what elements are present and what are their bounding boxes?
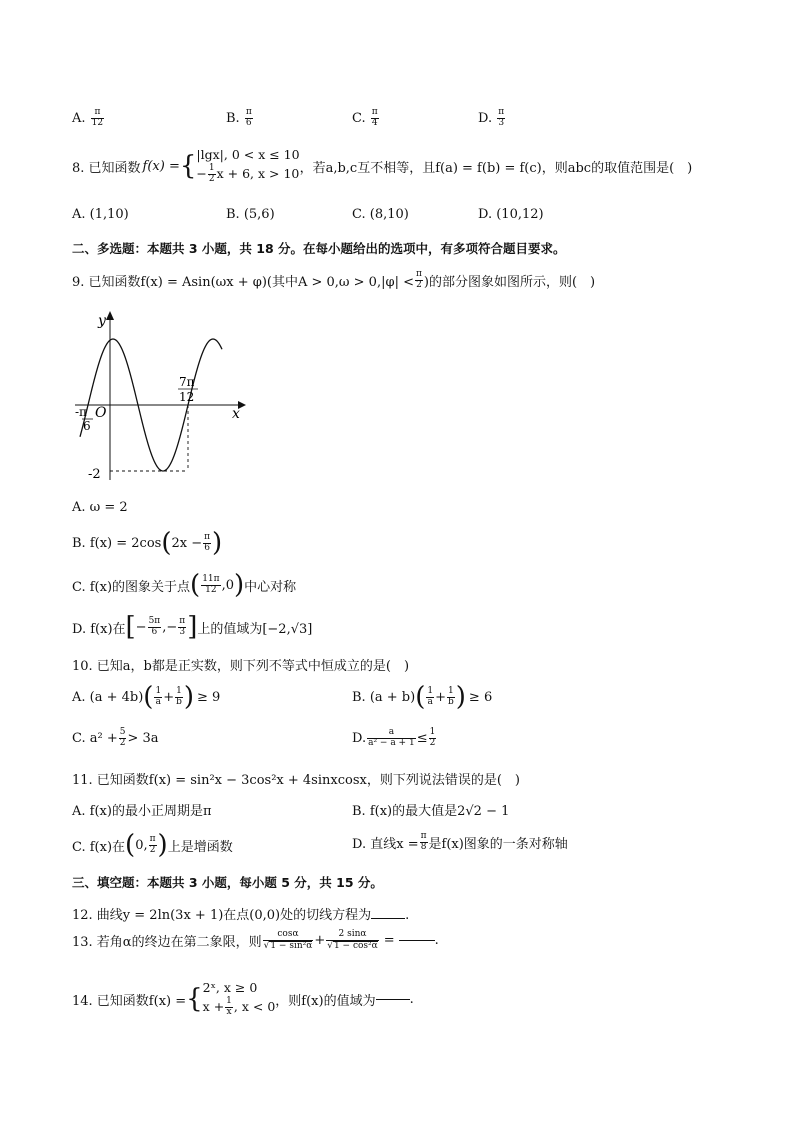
left-zero-denominator: 6 bbox=[83, 419, 91, 433]
right-zero-denominator: 12 bbox=[179, 390, 195, 404]
question-14: 14. 已知函数f(x) = { 2ˣ, x ≥ 0 x + $\frac{1}{x}$ , x < 0 ，则f(x)的值域为 . bbox=[72, 980, 414, 1017]
y-axis-label: y bbox=[98, 313, 106, 329]
left-brace: { bbox=[186, 984, 203, 1014]
q7-option-b: B. $\frac{\pi}{6}$ bbox=[226, 107, 252, 128]
q9-option-d: D. f(x)在 [ − $\frac{5\pi}{6}$ ,− $\frac{\pi}{3}$ ] 上的值域为[−2,√3] bbox=[72, 612, 313, 642]
q7-option-d: D. $\frac{\pi}{3}$ bbox=[478, 107, 505, 128]
q10-option-d: D. $\frac{a}{\text{a² − a + 1}}$ ≤ $\frac{1}{2}$ bbox=[352, 727, 436, 748]
q8-option-a: A. (1,10) bbox=[72, 207, 129, 222]
section-heading-multiple-choice: 二、多选题：本题共 3 小题，共 18 分。在每小题给出的选项中，有多项符合题目要求。 bbox=[72, 241, 566, 256]
answer-blank[interactable] bbox=[399, 940, 435, 941]
fraction: $\frac{\cos\alpha}{\text{√1 − sin²α}}$ bbox=[263, 929, 313, 951]
question-8-stem: 8. 已知函数 f(x) = { |lgx|, 0 < x ≤ 10 − $\frac{1}{2}$ x + 6, x > 10 ，若a,b,c互不相等，且f(a) = f(b) = f(c)，则abc的取值范围是( ) bbox=[72, 147, 693, 184]
fraction: $\frac{\pi}{6}$ bbox=[204, 531, 211, 553]
fraction: $\frac{\pi}{2}$ bbox=[149, 833, 156, 855]
fraction: $\frac{1}{a}$ bbox=[155, 685, 162, 707]
piecewise-cases: |lgx|, 0 < x ≤ 10 − $\frac{1}{2}$ x + 6, x > 10 bbox=[196, 147, 300, 184]
left-zero-numerator: -π bbox=[75, 405, 87, 419]
q11-option-a: A. f(x)的最小正周期是π bbox=[72, 804, 212, 819]
fraction: $\frac{\pi}{6}$ bbox=[245, 107, 252, 128]
fraction: $\frac{\pi}{8}$ bbox=[420, 831, 427, 852]
origin-label: O bbox=[95, 405, 107, 421]
q10-option-a: A. (a + 4b) ( $\frac{1}{a}$ + $\frac{1}{b}$ ) ≥ 9 bbox=[72, 682, 221, 712]
q8-option-c: C. (8,10) bbox=[352, 207, 409, 222]
q9-option-b: B. f(x) = 2cos ( 2x − $\frac{\pi}{6}$ ) bbox=[72, 528, 223, 558]
fraction: $\frac{5}{2}$ bbox=[119, 727, 126, 748]
min-value-label: -2 bbox=[88, 467, 101, 482]
fraction: $\frac{11\pi}{12}$ bbox=[202, 573, 220, 595]
sine-graph-figure bbox=[70, 308, 250, 488]
q10-option-b: B. (a + b) ( $\frac{1}{a}$ + $\frac{1}{b}$ ) ≥ 6 bbox=[352, 682, 493, 712]
fraction: $\frac{\pi}{4}$ bbox=[371, 107, 378, 128]
question-13: 13. 若角α的终边在第二象限，则 $\frac{\cos\alpha}{\text{√1 − sin²α}}$ + $\frac{2 \sin\alpha}{\text{√1 − cos²α}}$ = . bbox=[72, 929, 439, 951]
q8-option-d: D. (10,12) bbox=[478, 207, 544, 222]
q11-option-d: D. 直线x = $\frac{\pi}{8}$ 是f(x)图象的一条对称轴 bbox=[352, 831, 568, 852]
question-9-stem: 9. 已知函数f(x) = Asin(ωx + φ)(其中A > 0,ω > 0,|φ| < $\frac{\pi}{2}$ )的部分图象如图所示，则( ) bbox=[72, 269, 596, 290]
fraction: $\frac{\pi}{3}$ bbox=[498, 107, 505, 128]
y-axis-arrow-icon bbox=[106, 311, 114, 320]
answer-blank[interactable] bbox=[376, 999, 410, 1000]
question-12: 12. 曲线y = 2ln(3x + 1)在点(0,0)处的切线方程为 . bbox=[72, 908, 410, 923]
fraction: $\frac{1}{x}$ bbox=[226, 996, 232, 1017]
right-zero-numerator: 7π bbox=[179, 375, 195, 389]
fraction: $\frac{1}{2}$ bbox=[429, 727, 436, 748]
x-axis-label: x bbox=[232, 406, 240, 422]
fraction: $\frac{1}{b}$ bbox=[448, 685, 454, 707]
fraction: $\frac{\pi}{12}$ bbox=[91, 107, 104, 128]
q9-option-c: C. f(x)的图象关于点 ( $\frac{11\pi}{12}$ ,0 ) 中心对称 bbox=[72, 570, 297, 600]
q7-option-c: C. $\frac{\pi}{4}$ bbox=[352, 107, 378, 128]
section-heading-fill-in: 三、填空题：本题共 3 小题，每小题 5 分，共 15 分。 bbox=[72, 875, 383, 890]
q11-option-b: B. f(x)的最大值是2√2 − 1 bbox=[352, 804, 510, 819]
fraction: $\frac{5\pi}{6}$ bbox=[148, 615, 161, 637]
fraction: $\frac{\pi}{2}$ bbox=[415, 269, 422, 290]
fraction: $\frac{1}{b}$ bbox=[176, 685, 182, 707]
fraction: $\frac{1}{a}$ bbox=[427, 685, 434, 707]
q9-option-a: A. ω = 2 bbox=[72, 500, 128, 515]
fraction: $\frac{\pi}{3}$ bbox=[179, 615, 186, 637]
piecewise-cases: 2ˣ, x ≥ 0 x + $\frac{1}{x}$ , x < 0 bbox=[202, 980, 276, 1017]
q7-option-a: A. $\frac{\pi}{12}$ bbox=[72, 107, 104, 128]
q8-option-b: B. (5,6) bbox=[226, 207, 275, 222]
answer-blank[interactable] bbox=[371, 918, 405, 919]
fraction: $\frac{2 \sin\alpha}{\text{√1 − cos²α}}$ bbox=[327, 929, 378, 951]
fraction: $\frac{1}{2}$ bbox=[208, 163, 215, 184]
left-brace: { bbox=[179, 151, 197, 181]
q10-option-c: C. a² + $\frac{5}{2}$ > 3a bbox=[72, 727, 159, 748]
q11-option-c: C. f(x)在 ( 0, $\frac{\pi}{2}$ ) 上是增函数 bbox=[72, 830, 233, 860]
question-10-stem: 10. 已知a，b都是正实数，则下列不等式中恒成立的是( ) bbox=[72, 659, 410, 674]
fraction: $\frac{a}{\text{a² − a + 1}}$ bbox=[368, 727, 415, 748]
question-11-stem: 11. 已知函数f(x) = sin²x − 3cos²x + 4sinxcosx，则下列说法错误的是( ) bbox=[72, 773, 520, 788]
